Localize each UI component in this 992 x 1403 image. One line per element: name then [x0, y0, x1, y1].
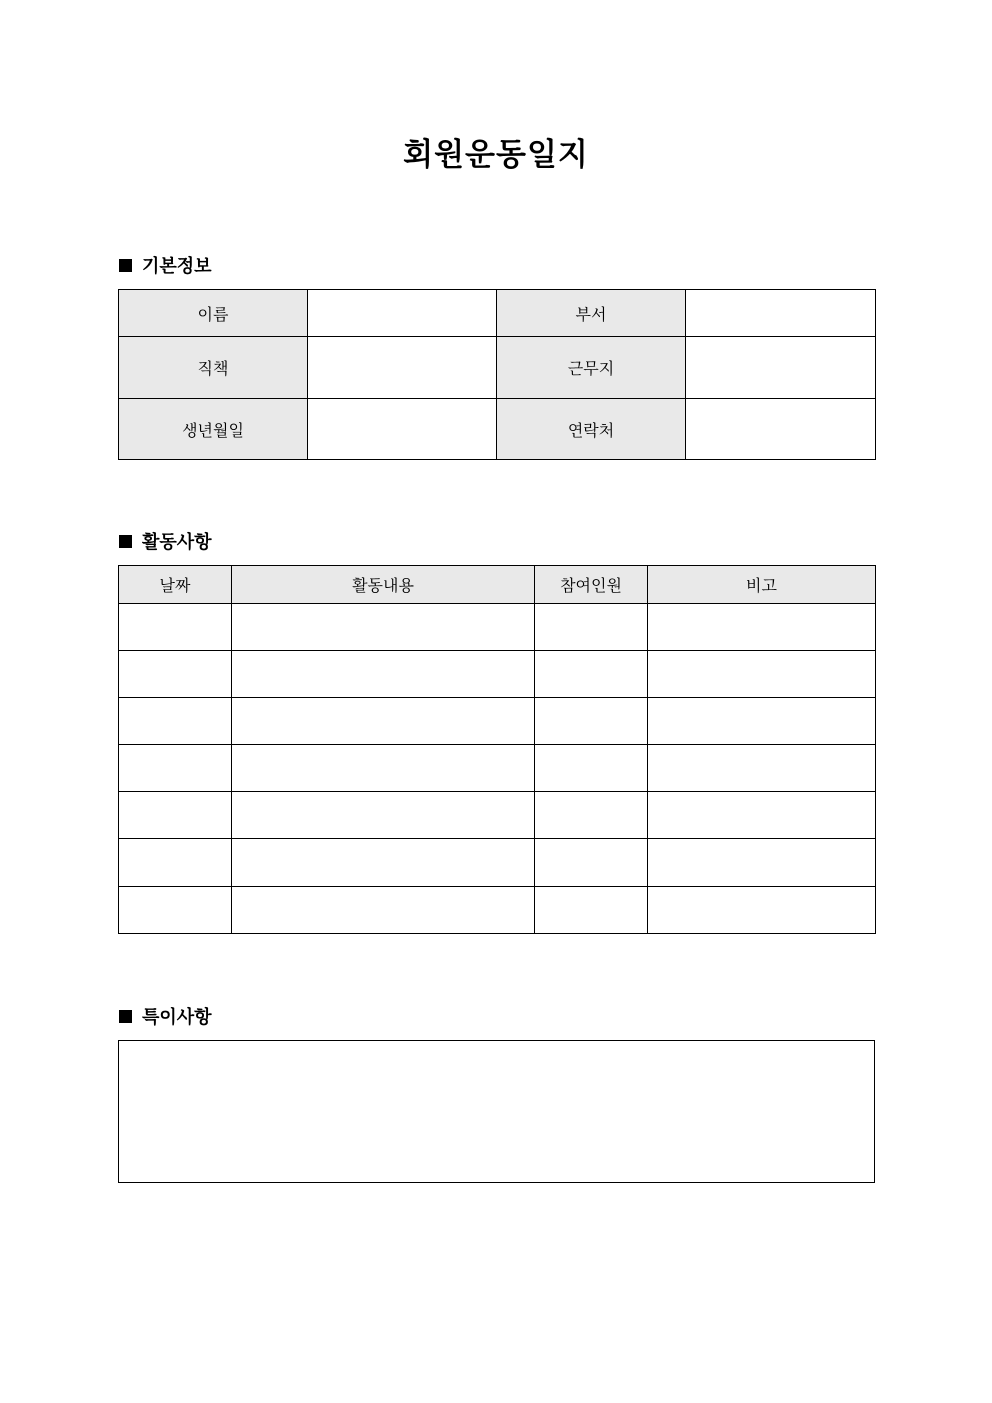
remarks-cell[interactable] [648, 698, 876, 745]
activities-heading [119, 528, 212, 554]
participants-cell[interactable] [535, 792, 648, 839]
participants-cell[interactable] [535, 839, 648, 887]
birthdate-label: 생년월일 [119, 399, 308, 460]
activity-cell[interactable] [232, 839, 535, 887]
participants-cell[interactable] [535, 745, 648, 792]
name-field[interactable] [308, 290, 497, 337]
activity-cell[interactable] [232, 604, 535, 651]
column-header-activity: 활동내용 [232, 566, 535, 604]
table-row [119, 604, 876, 651]
participants-cell[interactable] [535, 651, 648, 698]
remarks-cell[interactable] [648, 604, 876, 651]
date-cell[interactable] [119, 604, 232, 651]
activity-cell[interactable] [232, 887, 535, 934]
remarks-cell[interactable] [648, 792, 876, 839]
table-row [119, 698, 876, 745]
participants-cell[interactable] [535, 887, 648, 934]
column-header-remarks: 비고 [648, 566, 876, 604]
table-row [119, 745, 876, 792]
workplace-label: 근무지 [497, 337, 686, 399]
name-label: 이름 [119, 290, 308, 337]
document-title: 회원운동일지 [403, 137, 589, 173]
activity-cell[interactable] [232, 698, 535, 745]
date-cell[interactable] [119, 651, 232, 698]
date-cell[interactable] [119, 887, 232, 934]
basic-info-heading-label: 기본정보 [142, 256, 212, 277]
column-header-participants: 참여인원 [535, 566, 648, 604]
notes-heading [119, 1003, 212, 1029]
workplace-field[interactable] [686, 337, 876, 399]
remarks-cell[interactable] [648, 839, 876, 887]
basic-info-row [119, 337, 876, 399]
date-cell[interactable] [119, 698, 232, 745]
participants-cell[interactable] [535, 604, 648, 651]
activity-cell[interactable] [232, 651, 535, 698]
activities-table [118, 565, 876, 934]
square-bullet-icon [119, 1010, 132, 1023]
position-label: 직책 [119, 337, 308, 399]
date-cell[interactable] [119, 745, 232, 792]
square-bullet-icon [119, 535, 132, 548]
basic-info-heading [119, 252, 212, 278]
activities-heading-label: 활동사항 [142, 532, 212, 553]
date-cell[interactable] [119, 792, 232, 839]
activity-cell[interactable] [232, 792, 535, 839]
department-field[interactable] [686, 290, 876, 337]
basic-info-row [119, 290, 876, 337]
department-label: 부서 [497, 290, 686, 337]
contact-field[interactable] [686, 399, 876, 460]
remarks-cell[interactable] [648, 651, 876, 698]
birthdate-field[interactable] [308, 399, 497, 460]
table-row [119, 792, 876, 839]
square-bullet-icon [119, 259, 132, 272]
activity-cell[interactable] [232, 745, 535, 792]
activities-header-row [119, 566, 876, 604]
notes-heading-label: 특이사항 [142, 1007, 212, 1028]
date-cell[interactable] [119, 839, 232, 887]
basic-info-table [118, 289, 876, 460]
remarks-cell[interactable] [648, 745, 876, 792]
contact-label: 연락처 [497, 399, 686, 460]
participants-cell[interactable] [535, 698, 648, 745]
notes-field[interactable] [118, 1040, 875, 1183]
remarks-cell[interactable] [648, 887, 876, 934]
position-field[interactable] [308, 337, 497, 399]
table-row [119, 839, 876, 887]
basic-info-row [119, 399, 876, 460]
table-row [119, 651, 876, 698]
table-row [119, 887, 876, 934]
column-header-date: 날짜 [119, 566, 232, 604]
